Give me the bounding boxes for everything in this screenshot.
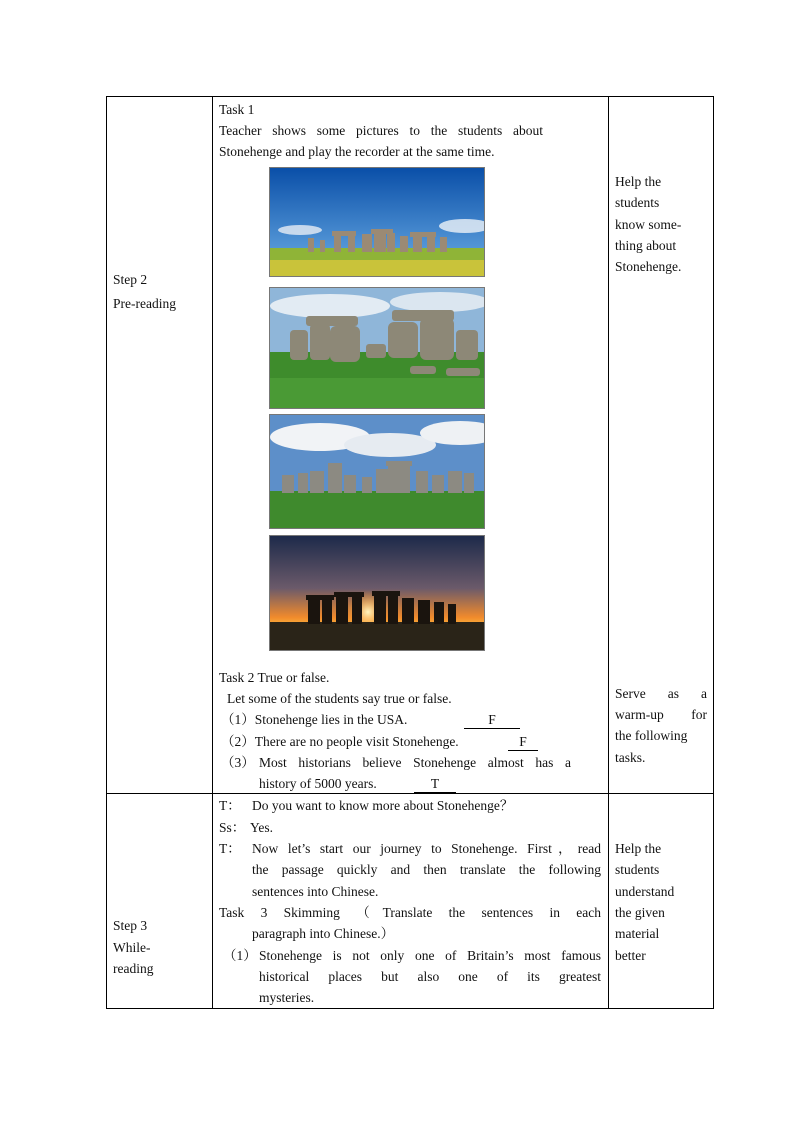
step3-sublabel: reading <box>113 961 154 976</box>
task3-title: paragraph into Chinese.） <box>252 926 395 941</box>
dialogue-speaker: T： <box>219 841 241 856</box>
sentence-number: （1） <box>223 948 257 963</box>
tf-answer <box>464 709 520 730</box>
dialogue-speaker: T： <box>219 798 241 813</box>
purpose-text: thing about <box>615 238 677 253</box>
purpose-text: material <box>615 926 660 941</box>
purpose-text: students <box>615 862 660 877</box>
tf-item-number: （1） <box>221 712 255 727</box>
tf-item-number: （3） <box>221 755 255 770</box>
tf-item-text: history of 5000 years. <box>259 776 377 791</box>
column-divider <box>212 97 213 1008</box>
task1-line: Stonehenge and play the recorder at the same time. <box>219 144 495 159</box>
task2-instruction: Let some of the students say true or false. <box>227 691 452 706</box>
stonehenge-photo-closeup <box>269 287 485 409</box>
dialogue-text: Do you want to know more about Stonehenge？ <box>252 798 514 813</box>
sentence-text: mysteries. <box>259 990 315 1005</box>
tf-item-text: Stonehenge lies in the USA. <box>254 712 408 727</box>
purpose-text: know some- <box>615 217 682 232</box>
purpose-text: Help the <box>615 174 662 189</box>
row-divider <box>107 793 713 794</box>
tf-answer <box>414 773 456 794</box>
purpose-text: the given <box>615 905 665 920</box>
task1-title: Task 1 <box>219 102 255 117</box>
dialogue-text: Yes. <box>250 820 274 835</box>
stonehenge-photo-blue-sky <box>269 167 485 277</box>
dialogue-speaker: Ss： <box>219 820 246 835</box>
tf-item <box>221 731 459 752</box>
purpose-text: better <box>615 948 646 963</box>
sentence-text: Stonehenge is not only one of Britain’s most famous <box>259 948 601 963</box>
purpose-text: students <box>615 195 660 210</box>
lesson-plan-table <box>106 96 714 1009</box>
tf-answer-value: F <box>508 734 538 751</box>
tf-answer <box>508 731 538 752</box>
purpose-text: the following <box>615 728 688 743</box>
purpose-text: understand <box>615 884 675 899</box>
step2-sublabel: Pre-reading <box>113 296 176 311</box>
purpose-text: Help the <box>615 841 662 856</box>
dialogue-text: sentences into Chinese. <box>252 884 379 899</box>
tf-answer-value: T <box>414 776 456 793</box>
purpose-text: warm-up for <box>615 707 707 722</box>
purpose-text: tasks. <box>615 750 646 765</box>
tf-item <box>221 709 407 730</box>
tf-item-number: （2） <box>221 734 255 749</box>
tf-answer-value: F <box>464 712 520 729</box>
dialogue-text: Now let’s start our journey to Stonehenge. First，read <box>252 841 601 856</box>
tf-item-text: Most historians believe Stonehenge almost has a <box>259 755 571 770</box>
stonehenge-photo-sunset <box>269 535 485 651</box>
step2-label: Step 2 <box>113 272 148 287</box>
purpose-text: Serve as a <box>615 686 707 701</box>
tf-item-text: There are no people visit Stonehenge. <box>254 734 459 749</box>
dialogue-text: the passage quickly and then translate the following <box>252 862 601 877</box>
step3-label: Step 3 <box>113 918 148 933</box>
task3-title: Task 3 Skimming （Translate the sentences in each <box>219 905 601 920</box>
task1-line: Teacher shows some pictures to the students about <box>219 123 543 138</box>
column-divider <box>608 97 609 1008</box>
purpose-text: Stonehenge. <box>615 259 682 274</box>
task2-title: Task 2 True or false. <box>219 670 330 685</box>
sentence-text: historical places but also one of its greatest <box>259 969 601 984</box>
stonehenge-photo-cloudy <box>269 414 485 529</box>
step3-sublabel: While- <box>113 940 151 955</box>
